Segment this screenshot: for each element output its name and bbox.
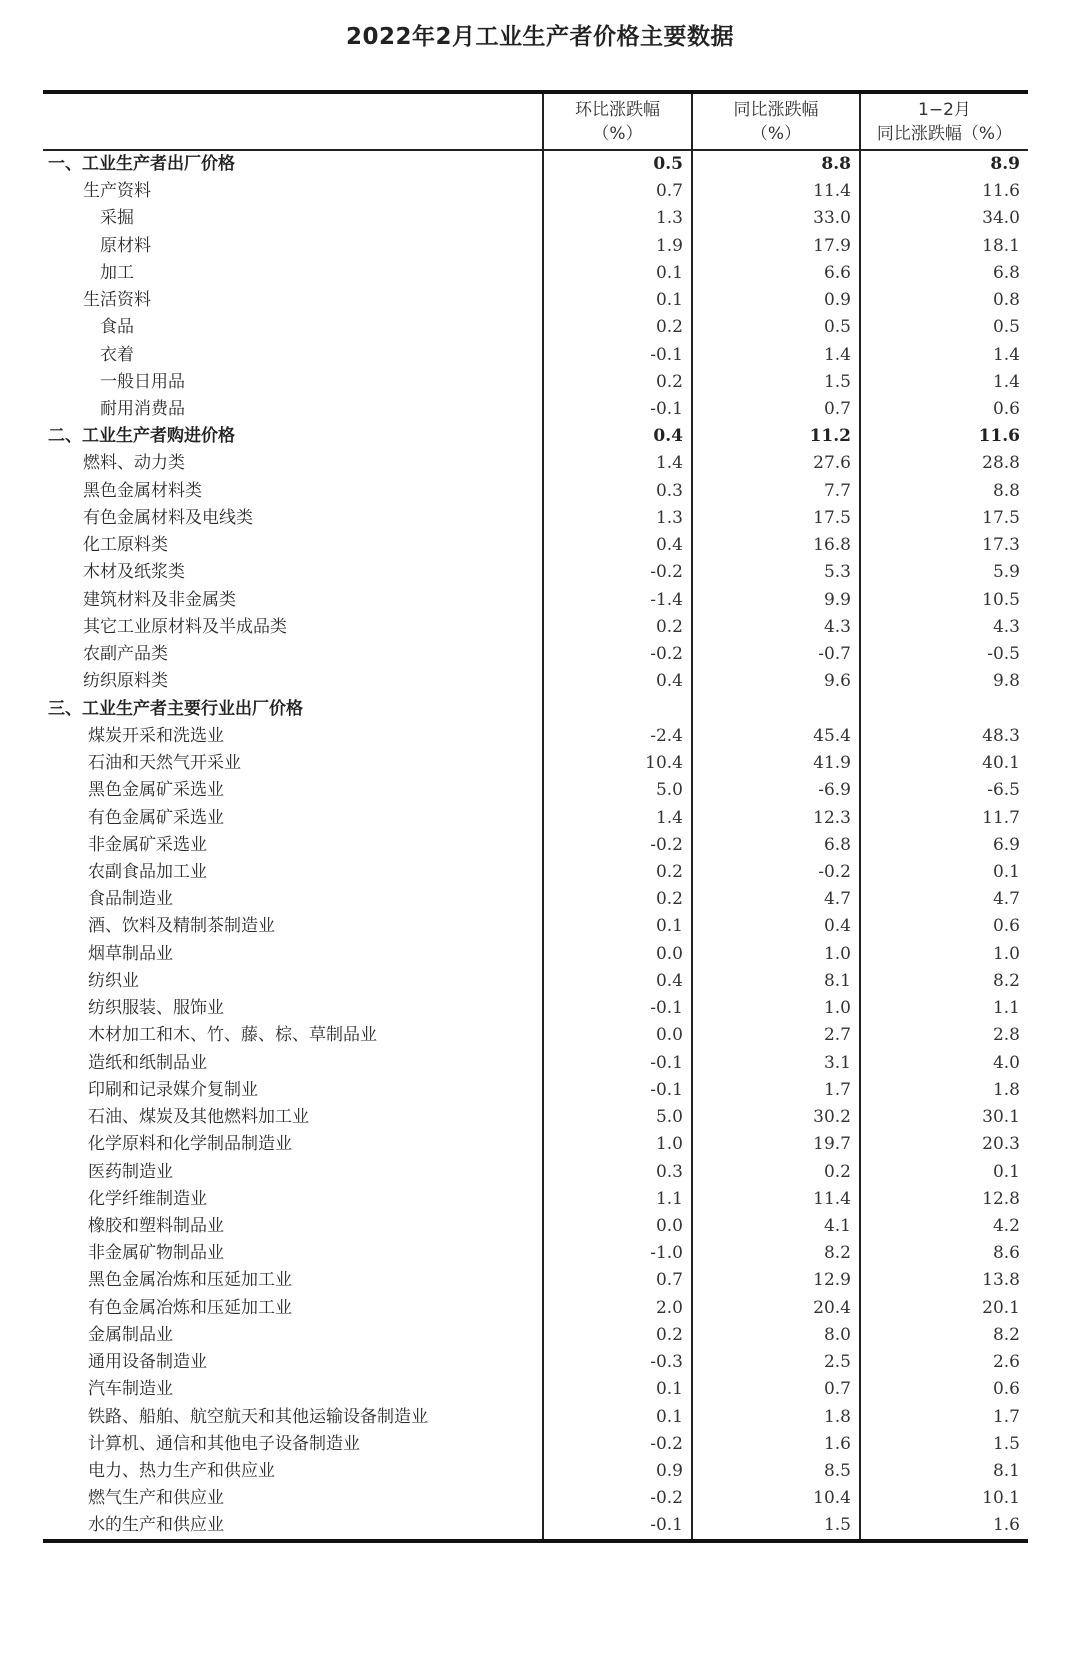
ytd-value: 4.2 xyxy=(860,1213,1028,1240)
ytd-value: 8.6 xyxy=(860,1240,1028,1267)
mom-value: 0.2 xyxy=(543,314,692,341)
table-row xyxy=(43,260,1028,287)
row-label: 燃料、动力类 xyxy=(83,453,185,474)
mom-value: 1.9 xyxy=(543,232,692,259)
ytd-value: 0.6 xyxy=(860,913,1028,940)
yoy-value: 4.3 xyxy=(692,614,860,641)
table-row xyxy=(43,1240,1028,1267)
yoy-value: 17.9 xyxy=(692,232,860,259)
mom-value: 0.4 xyxy=(543,423,692,450)
yoy-value: 2.7 xyxy=(692,1022,860,1049)
mom-value: -0.2 xyxy=(543,1485,692,1512)
ytd-value: 2.8 xyxy=(860,1022,1028,1049)
mom-value: -0.1 xyxy=(543,1512,692,1541)
row-label: 纺织原料类 xyxy=(83,671,168,692)
row-label: 生产资料 xyxy=(83,181,151,202)
mom-value: 0.0 xyxy=(543,1022,692,1049)
mom-value: 0.2 xyxy=(543,886,692,913)
yoy-value: 6.8 xyxy=(692,832,860,859)
row-label: 水的生产和供应业 xyxy=(43,1512,543,1541)
ytd-value: 0.5 xyxy=(860,314,1028,341)
table-row xyxy=(43,205,1028,232)
mom-value: 0.4 xyxy=(543,532,692,559)
ytd-value: 1.4 xyxy=(860,341,1028,368)
yoy-value: 1.0 xyxy=(692,941,860,968)
yoy-value: 11.4 xyxy=(692,1186,860,1213)
ytd-value: -0.5 xyxy=(860,641,1028,668)
yoy-value: 1.8 xyxy=(692,1404,860,1431)
yoy-value: 6.6 xyxy=(692,260,860,287)
yoy-value: 12.9 xyxy=(692,1267,860,1294)
yoy-value: 5.3 xyxy=(692,559,860,586)
yoy-value: 1.7 xyxy=(692,1077,860,1104)
mom-value: 1.1 xyxy=(543,1186,692,1213)
mom-value: 0.1 xyxy=(543,1404,692,1431)
row-label: 采掘 xyxy=(100,208,134,229)
table-row xyxy=(43,1022,1028,1049)
yoy-value: 30.2 xyxy=(692,1104,860,1131)
mom-value: 1.4 xyxy=(543,450,692,477)
mom-value: 2.0 xyxy=(543,1295,692,1322)
yoy-value: 41.9 xyxy=(692,750,860,777)
table-body xyxy=(43,150,1028,1541)
mom-value: 0.5 xyxy=(543,150,692,178)
ytd-value: 1.4 xyxy=(860,369,1028,396)
yoy-value: 0.5 xyxy=(692,314,860,341)
ytd-value: 40.1 xyxy=(860,750,1028,777)
ytd-value: 8.2 xyxy=(860,968,1028,995)
yoy-value: 2.5 xyxy=(692,1349,860,1376)
mom-value: 10.4 xyxy=(543,750,692,777)
table-row xyxy=(43,1404,1028,1431)
row-label: 农副食品加工业 xyxy=(88,861,207,882)
mom-value: 0.1 xyxy=(543,260,692,287)
mom-value: -0.2 xyxy=(543,559,692,586)
row-label: 非金属矿物制品业 xyxy=(88,1243,224,1264)
header-row xyxy=(43,92,1028,150)
table-row xyxy=(43,1512,1028,1541)
table-row xyxy=(43,559,1028,586)
row-label: 化学纤维制造业 xyxy=(88,1188,207,1209)
table-row xyxy=(43,1322,1028,1349)
row-label: 耐用消费品 xyxy=(100,398,185,419)
table-row xyxy=(43,396,1028,423)
ytd-value: 17.3 xyxy=(860,532,1028,559)
mom-value: 0.1 xyxy=(543,287,692,314)
mom-value: 1.3 xyxy=(543,205,692,232)
mom-value: -0.2 xyxy=(543,641,692,668)
mom-value: 1.0 xyxy=(543,1131,692,1158)
ytd-value: 18.1 xyxy=(860,232,1028,259)
table-row xyxy=(43,505,1028,532)
ppi-data-table xyxy=(43,90,1028,1543)
row-label: 原材料 xyxy=(100,235,151,256)
row-label: 有色金属矿采选业 xyxy=(88,807,224,828)
table-row xyxy=(43,341,1028,368)
mom-value: 0.7 xyxy=(543,178,692,205)
ytd-value: 10.5 xyxy=(860,587,1028,614)
yoy-value: 20.4 xyxy=(692,1295,860,1322)
yoy-value: 0.9 xyxy=(692,287,860,314)
section-header-row xyxy=(43,150,1028,178)
yoy-value: 8.0 xyxy=(692,1322,860,1349)
row-label: 农副产品类 xyxy=(83,644,168,665)
mom-value: 5.0 xyxy=(543,777,692,804)
table-row xyxy=(43,1213,1028,1240)
row-label: 衣着 xyxy=(100,344,134,365)
table-row xyxy=(43,641,1028,668)
row-label: 黑色金属冶炼和压延加工业 xyxy=(88,1270,292,1291)
ytd-value: 5.9 xyxy=(860,559,1028,586)
ytd-value: 48.3 xyxy=(860,723,1028,750)
ytd-value: 8.9 xyxy=(860,150,1028,178)
ytd-value: 0.6 xyxy=(860,396,1028,423)
row-label: 纺织业 xyxy=(88,970,139,991)
row-label: 建筑材料及非金属类 xyxy=(83,589,236,610)
row-label: 黑色金属矿采选业 xyxy=(88,780,224,801)
row-label: 医药制造业 xyxy=(88,1161,173,1182)
yoy-value: 9.9 xyxy=(692,587,860,614)
yoy-value: 27.6 xyxy=(692,450,860,477)
mom-value: 0.4 xyxy=(543,668,692,695)
mom-value: 0.7 xyxy=(543,1267,692,1294)
yoy-value: 17.5 xyxy=(692,505,860,532)
row-label: 有色金属冶炼和压延加工业 xyxy=(88,1297,292,1318)
mom-value: -2.4 xyxy=(543,723,692,750)
ytd-value: 1.0 xyxy=(860,941,1028,968)
table-row xyxy=(43,1349,1028,1376)
ytd-value: 0.6 xyxy=(860,1376,1028,1403)
table-row xyxy=(43,1077,1028,1104)
mom-value: -0.1 xyxy=(543,396,692,423)
table-row xyxy=(43,532,1028,559)
mom-value: -0.1 xyxy=(543,1050,692,1077)
row-label: 汽车制造业 xyxy=(88,1379,173,1400)
mom-value: 0.2 xyxy=(543,369,692,396)
row-label: 其它工业原材料及半成品类 xyxy=(83,616,287,637)
table-row xyxy=(43,1458,1028,1485)
mom-value: -0.1 xyxy=(543,1077,692,1104)
table-row xyxy=(43,614,1028,641)
table-row xyxy=(43,968,1028,995)
mom-value: -1.0 xyxy=(543,1240,692,1267)
ytd-value: 1.7 xyxy=(860,1404,1028,1431)
mom-value: 0.2 xyxy=(543,859,692,886)
ytd-value: 30.1 xyxy=(860,1104,1028,1131)
ytd-value: 6.9 xyxy=(860,832,1028,859)
ytd-value: 9.8 xyxy=(860,668,1028,695)
row-label: 金属制品业 xyxy=(88,1324,173,1345)
table-row xyxy=(43,1104,1028,1131)
yoy-value: -0.7 xyxy=(692,641,860,668)
ytd-value: 12.8 xyxy=(860,1186,1028,1213)
yoy-value: 16.8 xyxy=(692,532,860,559)
table-row xyxy=(43,804,1028,831)
yoy-value: 8.1 xyxy=(692,968,860,995)
row-label: 酒、饮料及精制茶制造业 xyxy=(88,916,275,937)
section-header-row xyxy=(43,423,1028,450)
mom-value: 0.9 xyxy=(543,1458,692,1485)
row-label: 一般日用品 xyxy=(100,371,185,392)
mom-value: -0.3 xyxy=(543,1349,692,1376)
ytd-value: 1.1 xyxy=(860,995,1028,1022)
row-label: 生活资料 xyxy=(83,290,151,311)
yoy-value: 0.7 xyxy=(692,1376,860,1403)
ytd-value: 8.8 xyxy=(860,478,1028,505)
row-label: 木材加工和木、竹、藤、棕、草制品业 xyxy=(88,1025,377,1046)
row-label: 化工原料类 xyxy=(83,535,168,556)
mom-value: 5.0 xyxy=(543,1104,692,1131)
ytd-value xyxy=(860,695,1028,722)
mom-value: 0.3 xyxy=(543,478,692,505)
header-unit: （%） xyxy=(592,123,643,144)
row-label: 印刷和记录媒介复制业 xyxy=(88,1079,258,1100)
yoy-value: 1.0 xyxy=(692,995,860,1022)
table-row xyxy=(43,1186,1028,1213)
table-row xyxy=(43,1431,1028,1458)
yoy-value: -6.9 xyxy=(692,777,860,804)
table-row xyxy=(43,1158,1028,1185)
yoy-value: 1.4 xyxy=(692,341,860,368)
table-row xyxy=(43,369,1028,396)
table-row xyxy=(43,913,1028,940)
yoy-value: 11.4 xyxy=(692,178,860,205)
row-label: 加工 xyxy=(100,262,134,283)
row-label: 有色金属材料及电线类 xyxy=(83,507,253,528)
yoy-value: 4.1 xyxy=(692,1213,860,1240)
yoy-value: 8.8 xyxy=(692,150,860,178)
header-ytd-yoy-change xyxy=(860,92,1028,150)
header-label: 1−2月 xyxy=(918,99,971,120)
ytd-value: 13.8 xyxy=(860,1267,1028,1294)
row-label: 造纸和纸制品业 xyxy=(88,1052,207,1073)
table-row xyxy=(43,1131,1028,1158)
yoy-value: 7.7 xyxy=(692,478,860,505)
table-row xyxy=(43,587,1028,614)
yoy-value: 8.5 xyxy=(692,1458,860,1485)
mom-value: 1.3 xyxy=(543,505,692,532)
row-label: 三、工业生产者主要行业出厂价格 xyxy=(48,698,303,719)
yoy-value xyxy=(692,695,860,722)
table-row xyxy=(43,668,1028,695)
ytd-value: 0.1 xyxy=(860,1158,1028,1185)
header-unit: （%） xyxy=(750,123,802,144)
yoy-value: 45.4 xyxy=(692,723,860,750)
yoy-value: 1.6 xyxy=(692,1431,860,1458)
mom-value: 0.3 xyxy=(543,1158,692,1185)
row-label: 食品制造业 xyxy=(88,889,173,910)
mom-value: 0.4 xyxy=(543,968,692,995)
row-label: 非金属矿采选业 xyxy=(88,834,207,855)
ytd-value: -6.5 xyxy=(860,777,1028,804)
table-row xyxy=(43,178,1028,205)
ytd-value: 0.8 xyxy=(860,287,1028,314)
ytd-value: 6.8 xyxy=(860,260,1028,287)
row-label: 石油、煤炭及其他燃料加工业 xyxy=(88,1107,309,1128)
row-label: 木材及纸浆类 xyxy=(83,562,185,583)
mom-value xyxy=(543,695,692,722)
yoy-value: 1.5 xyxy=(692,1512,860,1541)
row-label: 煤炭开采和洗选业 xyxy=(88,725,224,746)
row-label: 计算机、通信和其他电子设备制造业 xyxy=(88,1433,360,1454)
mom-value: 0.1 xyxy=(543,1376,692,1403)
yoy-value: 12.3 xyxy=(692,804,860,831)
table-row xyxy=(43,1267,1028,1294)
ytd-value: 20.1 xyxy=(860,1295,1028,1322)
row-label: 食品 xyxy=(100,317,134,338)
page-title: 2022年2月工业生产者价格主要数据 xyxy=(345,24,735,50)
yoy-value: 0.7 xyxy=(692,396,860,423)
mom-value: 0.2 xyxy=(543,614,692,641)
row-label: 铁路、船舶、航空航天和其他运输设备制造业 xyxy=(88,1406,428,1427)
yoy-value: 19.7 xyxy=(692,1131,860,1158)
ytd-value: 4.0 xyxy=(860,1050,1028,1077)
table-row xyxy=(43,723,1028,750)
table-row xyxy=(43,750,1028,777)
row-label: 石油和天然气开采业 xyxy=(88,753,241,774)
yoy-value: 4.7 xyxy=(692,886,860,913)
ytd-value: 28.8 xyxy=(860,450,1028,477)
mom-value: 0.0 xyxy=(543,1213,692,1240)
table-row xyxy=(43,777,1028,804)
mom-value: -0.2 xyxy=(543,832,692,859)
ytd-value: 17.5 xyxy=(860,505,1028,532)
ytd-value: 8.2 xyxy=(860,1322,1028,1349)
yoy-value: 10.4 xyxy=(692,1485,860,1512)
row-label: 黑色金属材料类 xyxy=(83,480,202,501)
ytd-value: 20.3 xyxy=(860,1131,1028,1158)
ytd-value: 34.0 xyxy=(860,205,1028,232)
yoy-value: 1.5 xyxy=(692,369,860,396)
row-label: 烟草制品业 xyxy=(88,943,173,964)
table-row xyxy=(43,450,1028,477)
mom-value: -0.1 xyxy=(543,995,692,1022)
row-label: 一、工业生产者出厂价格 xyxy=(48,154,235,174)
table-row xyxy=(43,941,1028,968)
ytd-value: 1.8 xyxy=(860,1077,1028,1104)
ytd-value: 11.7 xyxy=(860,804,1028,831)
table-row xyxy=(43,1376,1028,1403)
table-row xyxy=(43,859,1028,886)
header-unit: 同比涨跌幅（%） xyxy=(876,123,1013,144)
header-mom-change xyxy=(543,92,692,150)
table-header xyxy=(43,92,1028,150)
header-yoy-change xyxy=(692,92,860,150)
table-row xyxy=(43,832,1028,859)
ytd-value: 2.6 xyxy=(860,1349,1028,1376)
mom-value: 0.1 xyxy=(543,913,692,940)
yoy-value: 8.2 xyxy=(692,1240,860,1267)
ytd-value: 10.1 xyxy=(860,1485,1028,1512)
ytd-value: 4.7 xyxy=(860,886,1028,913)
section-header-row xyxy=(43,695,1028,722)
mom-value: -0.2 xyxy=(543,1431,692,1458)
table-row xyxy=(43,314,1028,341)
ytd-value: 4.3 xyxy=(860,614,1028,641)
ytd-value: 11.6 xyxy=(860,178,1028,205)
ytd-value: 1.6 xyxy=(860,1512,1028,1541)
mom-value: 0.2 xyxy=(543,1322,692,1349)
table-row xyxy=(43,995,1028,1022)
header-label: 同比涨跌幅 xyxy=(733,99,819,120)
yoy-value: 0.2 xyxy=(692,1158,860,1185)
ytd-value: 1.5 xyxy=(860,1431,1028,1458)
row-label: 化学原料和化学制品制造业 xyxy=(88,1134,292,1155)
table-row xyxy=(43,1050,1028,1077)
table-row xyxy=(43,1485,1028,1512)
row-label: 通用设备制造业 xyxy=(88,1352,207,1373)
mom-value: -1.4 xyxy=(543,587,692,614)
yoy-value: 33.0 xyxy=(692,205,860,232)
mom-value: 1.4 xyxy=(543,804,692,831)
row-label: 二、工业生产者购进价格 xyxy=(48,426,235,447)
ytd-value: 0.1 xyxy=(860,859,1028,886)
ytd-value: 8.1 xyxy=(860,1458,1028,1485)
mom-value: 0.0 xyxy=(543,941,692,968)
row-label: 橡胶和塑料制品业 xyxy=(88,1216,224,1237)
row-label: 纺织服装、服饰业 xyxy=(88,998,224,1019)
header-label: 环比涨跌幅 xyxy=(575,99,660,120)
header-item-column xyxy=(43,92,543,150)
table-row xyxy=(43,287,1028,314)
table-row xyxy=(43,232,1028,259)
yoy-value: 3.1 xyxy=(692,1050,860,1077)
yoy-value: 11.2 xyxy=(692,423,860,450)
yoy-value: 9.6 xyxy=(692,668,860,695)
ytd-value: 11.6 xyxy=(860,423,1028,450)
table-row xyxy=(43,478,1028,505)
table-row xyxy=(43,1295,1028,1322)
mom-value: -0.1 xyxy=(543,341,692,368)
row-label: 电力、热力生产和供应业 xyxy=(88,1461,275,1482)
yoy-value: -0.2 xyxy=(692,859,860,886)
row-label: 燃气生产和供应业 xyxy=(88,1488,224,1509)
table-row xyxy=(43,886,1028,913)
yoy-value: 0.4 xyxy=(692,913,860,940)
